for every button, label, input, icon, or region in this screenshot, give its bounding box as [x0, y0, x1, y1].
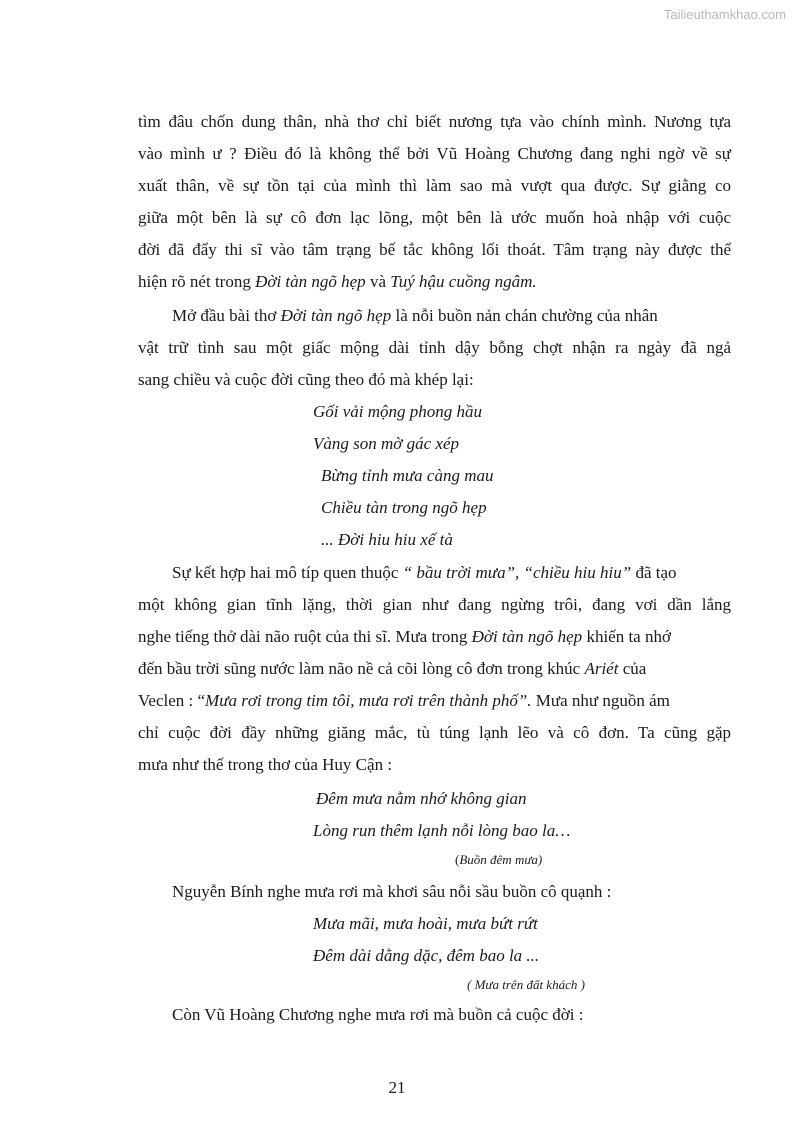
paragraph-line [138, 273, 537, 290]
paragraph-line: mưa như thế trong thơ của Huy Cận : [138, 755, 393, 774]
paragraph-line: vào mình ư ? Điều đó là không thể bởi Vũ Hoàng Chương đang nghi ngờ về sự [138, 144, 731, 163]
text-run: Veclen : “ [138, 691, 206, 710]
text-run: Mở đầu bài thơ [172, 306, 281, 325]
verse-line: Lòng run thêm lạnh nỗi lòng bao la… [313, 821, 571, 840]
text-run: đến bầu trời sũng nước làm não nề cả cõi lòng cô đơn trong khúc [138, 659, 585, 678]
text-run: đã tạo [631, 563, 677, 582]
paragraph-line [172, 307, 658, 324]
text-run: Sự kết hợp hai mô típ quen thuộc [172, 563, 403, 582]
paragraph-line: giữa một bên là sự cô đơn lạc lõng, một bên là ước muốn hoà nhập với cuộc [138, 208, 731, 227]
poem-title: Đời tàn ngõ hẹp [255, 272, 366, 291]
song-title: Ariét [584, 659, 619, 678]
text-run: Mưa như nguồn ám [531, 691, 670, 710]
paragraph-line [172, 564, 677, 581]
verse-line: Mưa mãi, mưa hoài, mưa bứt rứt [313, 914, 538, 933]
paragraph-line [138, 628, 671, 645]
paragraph-line [138, 660, 646, 677]
verse-line: Chiều tàn trong ngõ hẹp [321, 498, 487, 517]
verse-line: ... Đời hiu hiu xế tà [321, 530, 453, 549]
quote: “ bầu trời mưa”, “chiều hiu hiu” [402, 563, 632, 582]
paragraph-line: một không gian tĩnh lặng, thời gian như đang ngừng trôi, đang vơi dần lắng [138, 595, 731, 614]
quote: Mưa rơi trong tim tôi, mưa rơi trên thành phố”. [205, 691, 532, 710]
page-number: 21 [388, 1078, 406, 1097]
verse-line: Vàng son mờ gác xép [313, 434, 459, 453]
paragraph-line: Nguyễn Bính nghe mưa rơi mà khơi sâu nỗi sầu buồn cô quạnh : [172, 882, 612, 901]
paragraph-line: xuất thân, về sự tồn tại của mình thì làm sao mà vượt qua được. Sự giằng co [138, 176, 731, 195]
paragraph-line: chỉ cuộc đời đầy những giăng mắc, tù túng lạnh lẽo và cô đơn. Ta cũng gặp [138, 723, 731, 742]
text-run: và [365, 272, 391, 291]
text-run: hiện rõ nét trong [138, 272, 256, 291]
paragraph-line: vật trữ tình sau một giấc mộng dài tỉnh dậy bỗng chợt nhận ra ngày đã ngả [138, 338, 731, 357]
citation-title: Buồn đêm mưa) [459, 852, 543, 867]
citation: ( Mưa trên đất khách ) [467, 977, 585, 992]
verse-line: Gối vải mộng phong hầu [313, 402, 483, 421]
verse-line: Đêm dài dằng dặc, đêm bao la ... [313, 946, 540, 965]
text-run: nghe tiếng thở dài não ruột của thi sĩ. Mưa trong [138, 627, 472, 646]
paragraph-line: tìm đâu chốn dung thân, nhà thơ chỉ biết nương tựa vào chính mình. Nương tựa [138, 112, 731, 131]
citation-paren: ( [455, 852, 460, 867]
text-run: của [618, 659, 647, 678]
verse-line: Bừng tỉnh mưa càng mau [321, 466, 494, 485]
poem-title: Đời tàn ngõ hẹp [471, 627, 583, 646]
paragraph-line [138, 692, 670, 709]
paragraph-line: đời đã đẩy thi sĩ vào tâm trạng bế tắc không lối thoát. Tâm trạng này được thể [138, 240, 731, 259]
verse-line: Đêm mưa nằm nhớ không gian [316, 789, 527, 808]
text-run: là nỗi buồn nản chán chường của nhân [391, 306, 658, 325]
paragraph-line: Còn Vũ Hoàng Chương nghe mưa rơi mà buồn cả cuộc đời : [172, 1005, 584, 1024]
citation [455, 853, 542, 866]
paragraph-line: sang chiều và cuộc đời cũng theo đó mà khép lại: [138, 370, 474, 389]
watermark-text: Tailieuthamkhao.com [663, 7, 786, 22]
poem-title: Tuý hậu cuồng ngâm. [390, 272, 537, 291]
poem-title: Đời tàn ngõ hẹp [280, 306, 392, 325]
text-run: khiến ta nhớ [582, 627, 671, 646]
